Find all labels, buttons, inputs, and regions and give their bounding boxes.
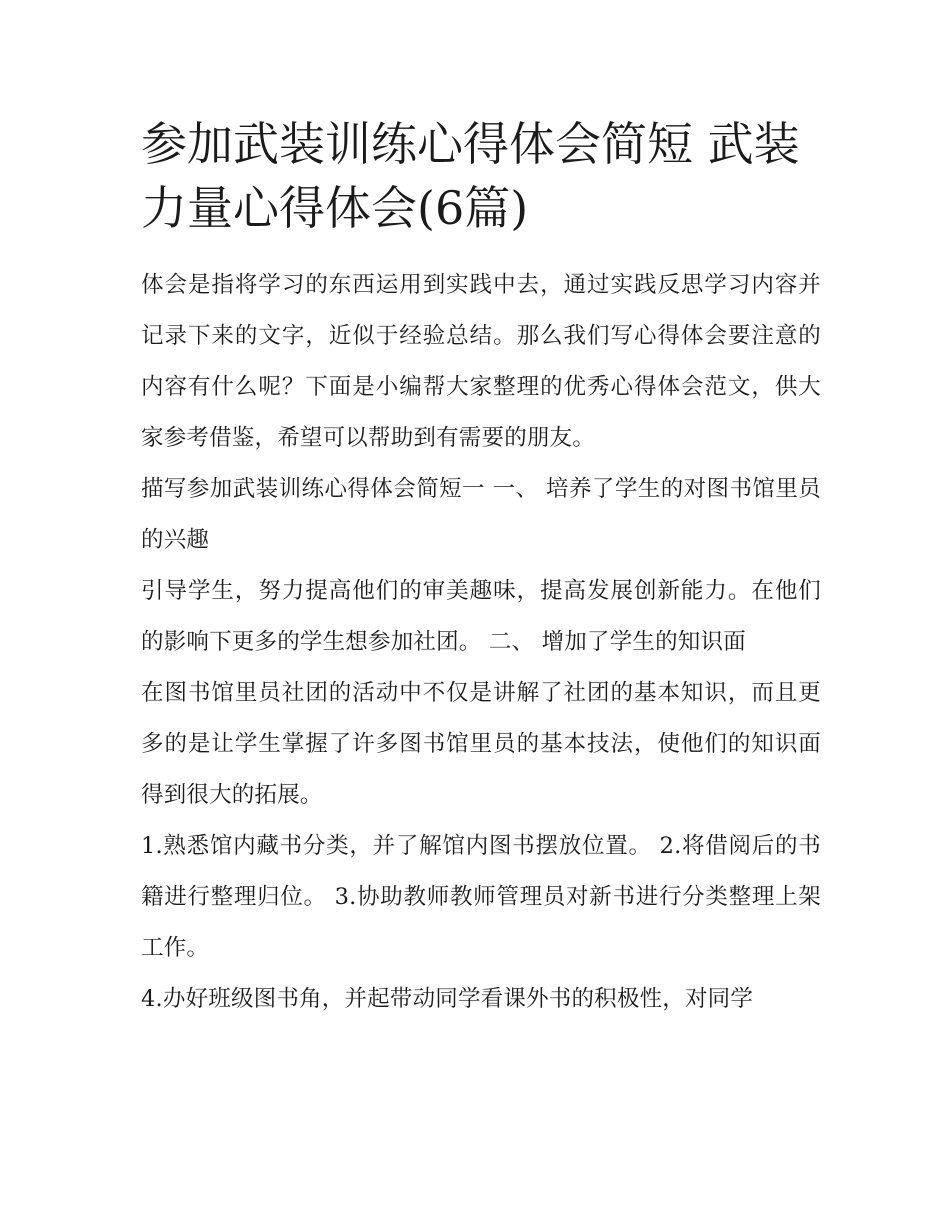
document-body	[141, 260, 821, 1025]
paragraph-tasks: 1.熟悉馆内藏书分类，并了解馆内图书摆放位置。 2.将借阅后的书籍进行整理归位。 3.协助教师教师管理员对新书进行分类整理上架工作。	[141, 833, 821, 961]
paragraph-book-corner: 4.办好班级图书角，并起带动同学看课外书的积极性，对同学	[141, 986, 754, 1012]
paragraph-section-one: 描写参加武装训练心得体会简短一 一、 培养了学生的对图书馆里员的兴趣	[141, 476, 821, 553]
paragraph-knowledge: 在图书馆里员社团的活动中不仅是讲解了社团的基本知识，而且更多的是让学生掌握了许多图书馆里员的基本技法，使他们的知识面得到很大的拓展。	[141, 680, 821, 808]
paragraph-intro: 体会是指将学习的东西运用到实践中去，通过实践反思学习内容并记录下来的文字，近似于经验总结。那么我们写心得体会要注意的内容有什么呢？下面是小编帮大家整理的优秀心得体会范文，供大家参考借鉴，希望可以帮助到有需要的朋友。	[141, 272, 821, 451]
document-title: 参加武装训练心得体会简短 武装力量心得体会(6篇)	[141, 117, 800, 235]
paragraph-guidance: 引导学生，努力提高他们的审美趣味，提高发展创新能力。在他们的影响下更多的学生想参加社团。 二、 增加了学生的知识面	[141, 578, 821, 655]
document-page	[141, 112, 821, 1025]
